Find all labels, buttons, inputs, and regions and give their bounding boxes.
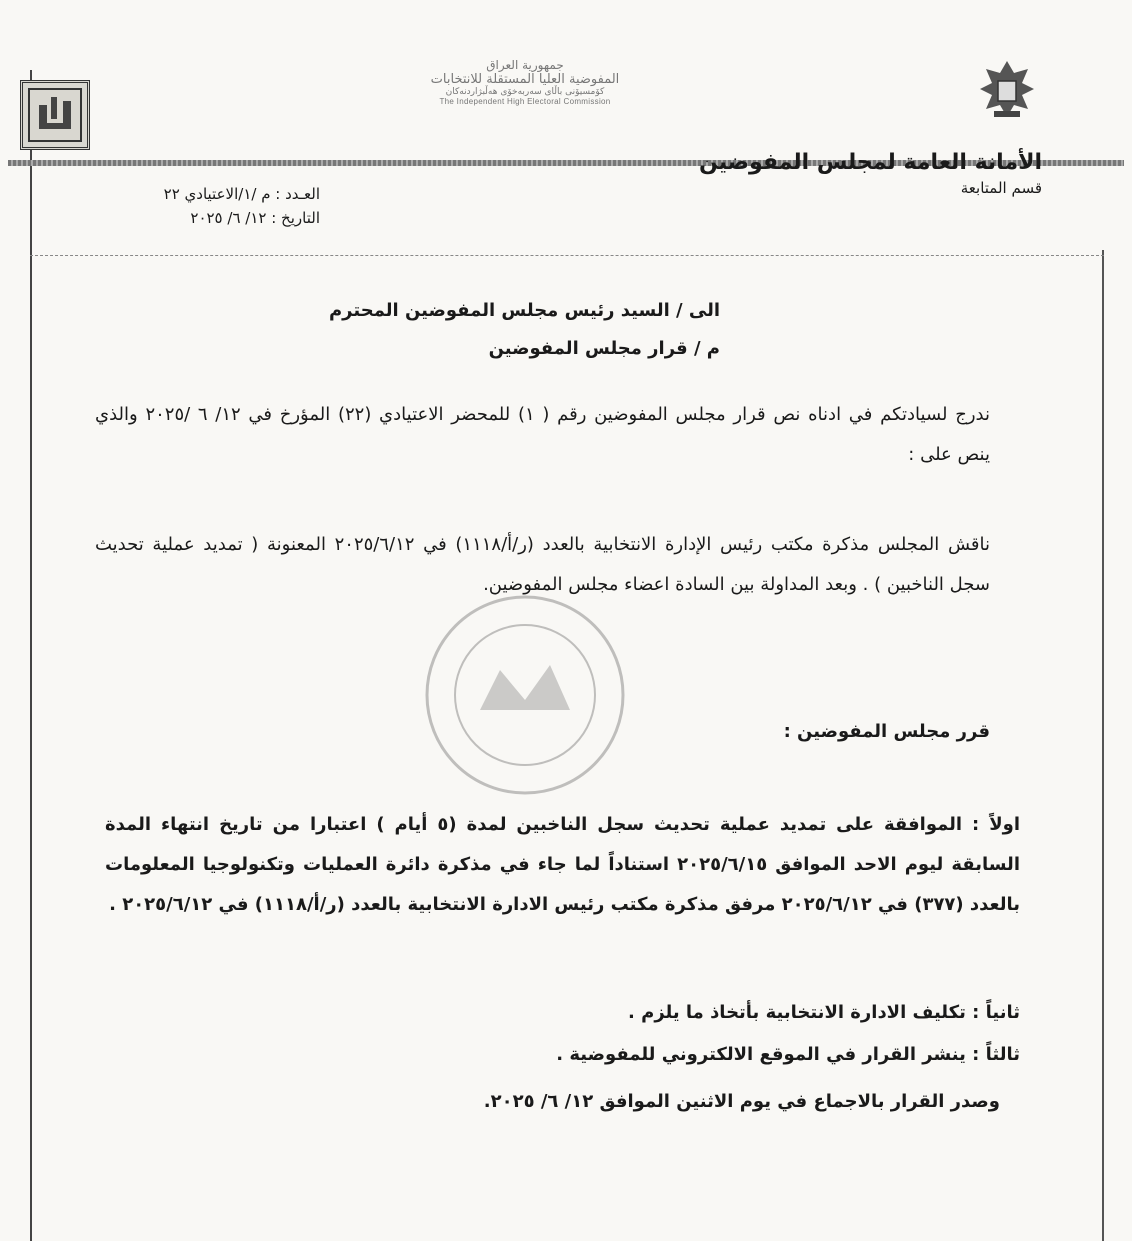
subject-line: م / قرار مجلس المفوضين bbox=[488, 338, 720, 359]
org-block bbox=[699, 150, 1042, 197]
intro-paragraph: ندرج لسيادتكم في ادناه نص قرار مجلس المفوضين رقم ( ١) للمحضر الاعتيادي (٢٢) المؤرخ في ١٢/ ٦ /٢٠٢٥ والذي ينص على : bbox=[95, 404, 990, 465]
discussion-paragraph: ناقش المجلس مذكرة مكتب رئيس الإدارة الانتخابية بالعدد (ر/أ/١١١٨) في ٢٠٢٥/٦/١٢ المعنونة ( تمديد عملية تحديث سجل الناخبين ) . وبعد المداولة بين السادة اعضاء مجلس المفوضين. bbox=[95, 534, 991, 595]
addressee: الى / السيد رئيس مجلس المفوضين المحترم bbox=[328, 300, 720, 321]
closing-line: وصدر القرار بالاجماع في يوم الاثنين الموافق ١٢/ ٦/ ٢٠٢٥. bbox=[483, 1091, 1000, 1112]
letterhead-commission-en: The Independent High Electoral Commission bbox=[439, 97, 611, 106]
letterhead bbox=[0, 0, 1132, 170]
page-edge-left bbox=[30, 70, 32, 1241]
org-title: الأمانة العامة لمجلس المفوضين bbox=[699, 150, 1042, 175]
header-divider bbox=[30, 255, 1104, 257]
page-edge-right bbox=[1102, 250, 1104, 1241]
org-department: قسم المتابعة bbox=[960, 179, 1042, 197]
decision-third: ثالثاً : ينشر القرار في الموقع الالكتروني للمفوضية . bbox=[556, 1044, 1020, 1065]
reference-number: العـدد : م /١/الاعتيادي ٢٢ bbox=[163, 185, 320, 203]
letterhead-country: جمهورية العراق bbox=[486, 58, 564, 72]
iraq-emblem-icon bbox=[972, 55, 1042, 125]
decision-first: اولاً : الموافقة على تمديد عملية تحديث سجل الناخبين لمدة (٥ أيام ) اعتبارا من تاريخ انتهاء المدة السابقة ليوم الاحد الموافق ٢٠٢٥/٦/١٥ استناداً لما جاء في مذكرة دائرة العمليات وتكنولوجيا المعلومات بالعدد (٣٧٧) في ٢٠٢٥/٦/١٢ مرفق مذكرة مكتب رئيس الادارة الانتخابية بالعدد (ر/أ/١١١٨) في ٢٠٢٥/٦/١٢ . bbox=[105, 814, 1020, 915]
reference-date: التاريخ : ١٢/ ٦/ ٢٠٢٥ bbox=[190, 209, 320, 227]
commission-logo-icon bbox=[20, 80, 90, 150]
decision-second: ثانياً : تكليف الادارة الانتخابية بأتخاذ ما يلزم . bbox=[628, 1002, 1020, 1023]
letterhead-commission-ar: المفوضية العليا المستقلة للانتخابات bbox=[430, 72, 620, 87]
letterhead-center bbox=[380, 58, 670, 106]
reference-block bbox=[100, 185, 320, 233]
letterhead-commission-ku: كۆمسیۆنی باڵای سەربەخۆی هەڵبژاردنەکان bbox=[445, 87, 605, 97]
decision-heading: قرر مجلس المفوضين : bbox=[783, 721, 990, 742]
official-stamp-icon bbox=[420, 590, 630, 800]
